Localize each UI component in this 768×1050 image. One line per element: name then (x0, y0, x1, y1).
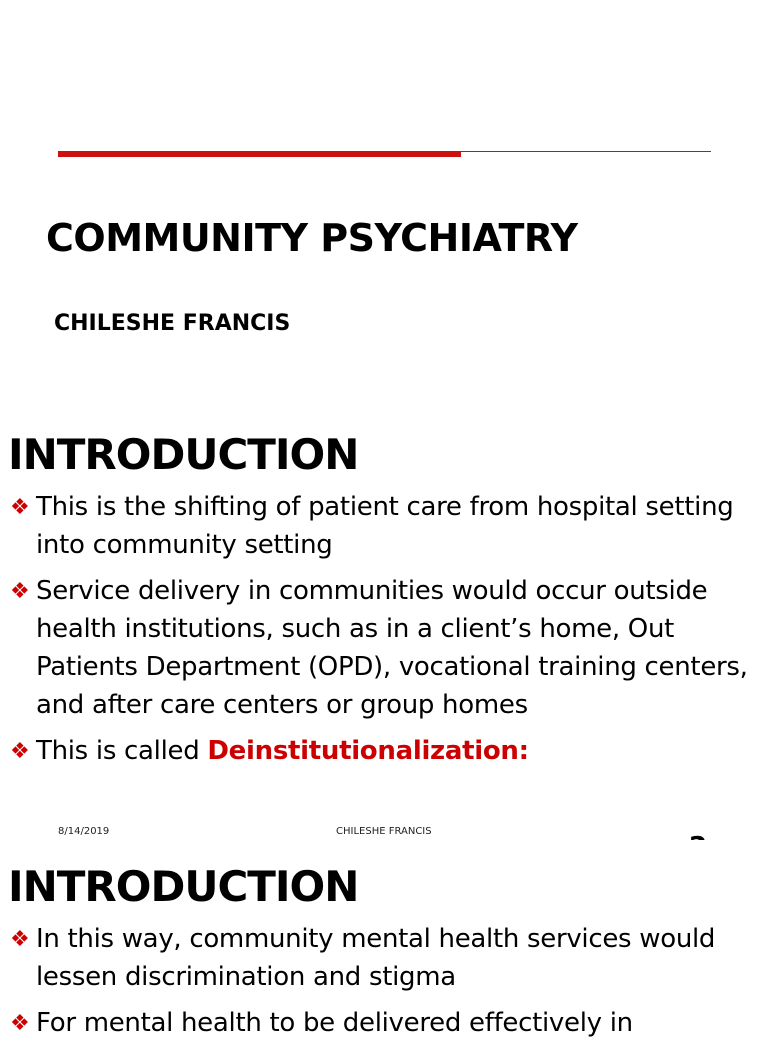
deinstitutionalization-highlight: Deinstitutionalization: (207, 736, 529, 766)
bullet-item (8, 572, 760, 724)
diamond-icon: ❖ (10, 579, 30, 604)
diamond-icon: ❖ (10, 739, 30, 764)
bullet-text: This is the shifting of patient care from hospital setting into community setting (36, 492, 734, 560)
diamond-icon: ❖ (10, 1011, 30, 1036)
introduction-slide-2 (0, 840, 768, 1038)
introduction-slide-1 (0, 406, 768, 840)
diamond-icon: ❖ (10, 927, 30, 952)
bullet-text: For mental health to be delivered effectively in (36, 1008, 633, 1038)
diamond-icon: ❖ (10, 495, 30, 520)
presentation-title: COMMUNITY PSYCHIATRY (46, 216, 578, 260)
bullet-list (8, 488, 760, 778)
accent-rule-thin (461, 151, 711, 152)
bullet-text: This is called (36, 736, 208, 766)
footer-author: CHILESHE FRANCIS (336, 826, 432, 837)
accent-rule-thick (58, 151, 461, 157)
bullet-item (8, 1004, 760, 1042)
title-slide (0, 0, 768, 405)
bullet-item (8, 732, 760, 770)
bullet-text: In this way, community mental health services would lessen discrimination and stigma (36, 924, 716, 992)
bullet-text: Service delivery in communities would occur outside health institutions, such as in a client’s home, Out Patients Department (OPD), vocational training centers, and after care centers or group homes (36, 576, 748, 720)
presentation-author: CHILESHE FRANCIS (54, 311, 291, 336)
slide-heading: INTRODUCTION (8, 862, 359, 911)
footer-date: 8/14/2019 (58, 826, 110, 837)
bullet-item (8, 488, 760, 564)
bullet-list (8, 920, 760, 1050)
bullet-item (8, 920, 760, 996)
slide-heading: INTRODUCTION (8, 430, 359, 479)
